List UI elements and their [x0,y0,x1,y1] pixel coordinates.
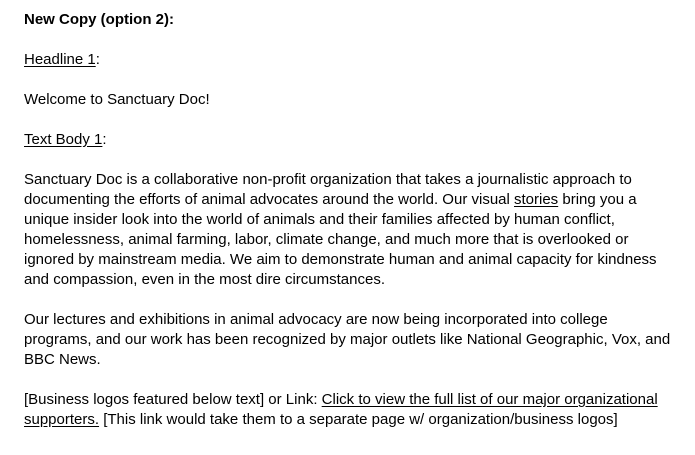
body-paragraph-1 [24,170,674,290]
body-paragraph-3 [24,390,674,430]
stories-link[interactable]: stories [514,191,559,208]
headline-label: Headline 1 [24,51,96,68]
document-title: New Copy (option 2): [24,11,174,28]
text-body-label-line [24,130,674,150]
body-paragraph-2: Our lectures and exhibitions in animal advocacy are now being incorporated into college programs, and our work has been recognized by major outlets like National Geographic, Vox, and BBC News. [24,311,671,368]
paragraph-1-after-link: bring you a unique insider look into the world of animals and their families affected by human conflict, homelessness, animal farming, labor, climate change, and much more that is overlooked or ignored by mainstream media. We aim to demonstrate human and animal capacity for kindness and compassion, even in the most dire circumstances. [24,191,657,288]
document [24,10,674,430]
headline-label-line [24,50,674,70]
text-body-label: Text Body 1 [24,131,103,148]
supporters-link[interactable]: Click to view the full list of our major organizational supporters. [24,391,658,428]
headline-text: Welcome to Sanctuary Doc! [24,91,210,108]
paragraph-1-before-link: Sanctuary Doc is a collaborative non-profit organization that takes a journalistic approach to documenting the efforts of animal advocates around the world. Our visual [24,171,632,208]
headline-colon: : [95,51,100,68]
paragraph-3-before-link: [Business logos featured below text] or Link: [24,391,322,408]
paragraph-3-after-link: [This link would take them to a separate page w/ organization/business logos] [99,411,618,428]
text-body-colon: : [102,131,107,148]
